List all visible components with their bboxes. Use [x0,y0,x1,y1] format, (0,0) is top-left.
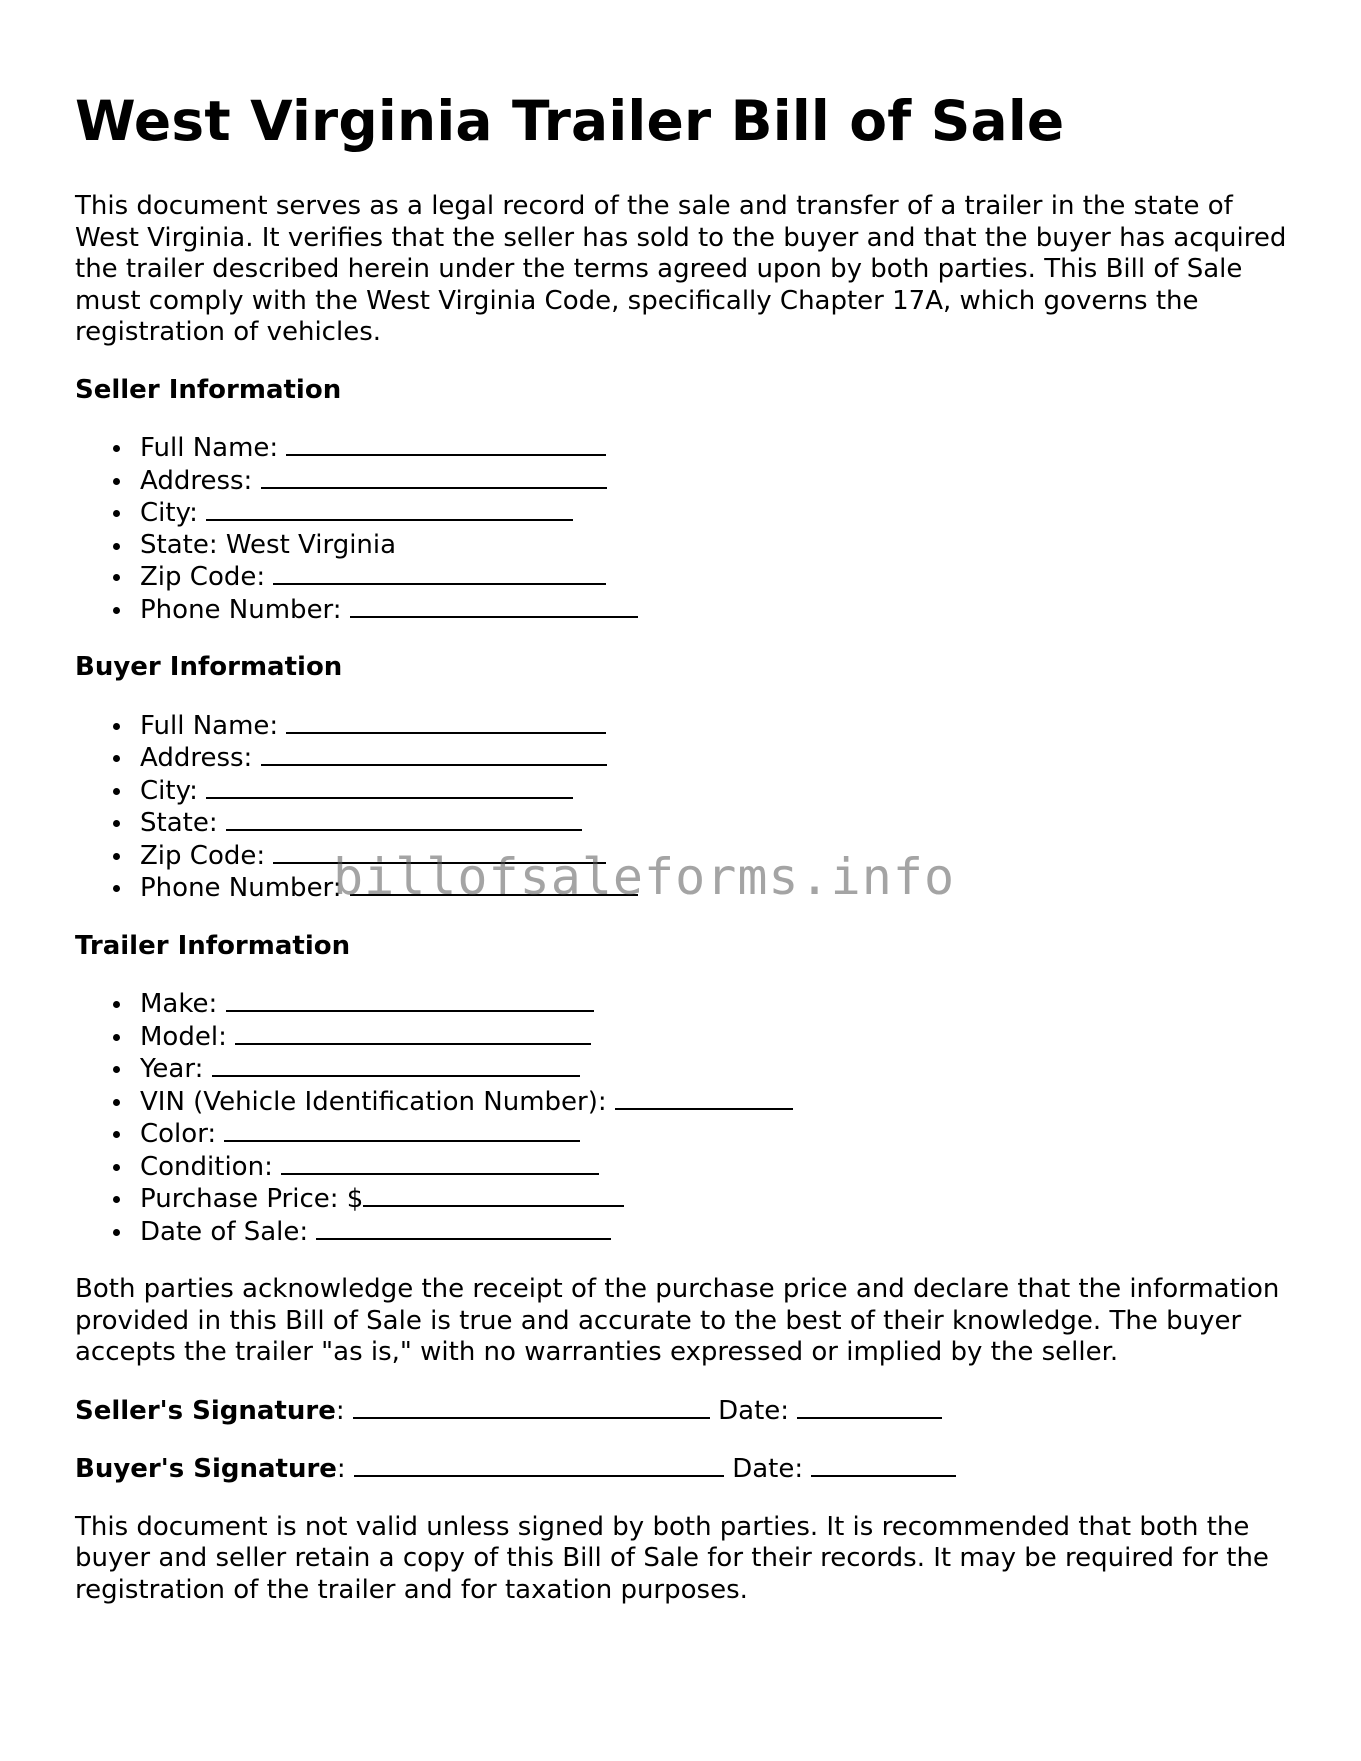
field-label: Purchase Price: $ [140,1184,364,1215]
seller-city-blank[interactable] [206,497,573,521]
footer-paragraph: This document is not valid unless signed by both parties. It is recommended that both the buyer and seller retain a copy of this Bill of Sale for their records. It may be required for the registration of the trailer and for taxation purposes. [75,1511,1269,1605]
buyer-full-name-field [140,710,1295,743]
seller-date-label: Date: [718,1395,790,1426]
field-label: Full Name: [140,710,279,741]
field-label: Model: [140,1021,227,1052]
buyer-signature-blank[interactable] [354,1453,724,1477]
field-label: Color: [140,1119,217,1150]
buyer-city-blank[interactable] [206,775,573,799]
watermark: billofsaleforms.info [333,848,956,906]
trailer-price-field [140,1183,1295,1216]
seller-section-heading: Seller Information [75,374,342,405]
intro-paragraph: This document serves as a legal record of the sale and transfer of a trailer in the state of West Virginia. It verifies that the seller has sold to the buyer and that the buyer has acquired the trailer described herein under the terms agreed upon by both parties. This Bill of Sale must comply with the West Virginia Code, specifically Chapter 17A, which governs the registration of vehicles. [75,191,1287,348]
buyer-address-field [140,742,1295,775]
field-label: Make: [140,989,218,1020]
field-label: VIN (Vehicle Identification Number): [140,1086,607,1117]
trailer-model-blank[interactable] [235,1021,591,1045]
field-label: Date of Sale: [140,1216,309,1247]
acknowledgment-paragraph: Both parties acknowledge the receipt of the purchase price and declare that the information provided in this Bill of Sale is true and accurate to the best of their knowledge. The buyer accepts the trailer "as is," with no warranties expressed or implied by the seller. [75,1274,1280,1368]
field-label: Address: [140,743,253,774]
trailer-vin-field [140,1086,1295,1119]
buyer-date-label: Date: [732,1454,804,1485]
field-label: Year: [140,1054,204,1085]
seller-address-blank[interactable] [261,465,607,489]
field-label: Zip Code: [140,562,266,593]
trailer-make-field [140,988,1295,1021]
seller-full-name-blank[interactable] [286,432,606,456]
trailer-model-field [140,1021,1295,1054]
field-label: Phone Number: [140,594,342,625]
trailer-condition-field [140,1151,1295,1184]
buyer-signature-label: Buyer's Signature [75,1454,337,1485]
trailer-date-field [140,1216,1295,1249]
seller-signature-label: Seller's Signature [75,1395,336,1426]
seller-zip-blank[interactable] [273,561,606,585]
seller-city-field [140,497,1295,530]
seller-full-name-field [140,432,1295,465]
seller-phone-blank[interactable] [350,594,638,618]
trailer-section-heading: Trailer Information [75,930,351,961]
seller-zip-field [140,561,1295,594]
field-label: City: [140,498,198,529]
buyer-state-blank[interactable] [226,807,582,831]
seller-field-list [75,432,1295,626]
trailer-field-list [75,988,1295,1248]
trailer-condition-blank[interactable] [281,1151,599,1175]
field-label: City: [140,775,198,806]
trailer-vin-blank[interactable] [615,1086,793,1110]
buyer-date-blank[interactable] [811,1453,956,1477]
seller-signature-line [75,1395,1295,1428]
field-label: Zip Code: [140,840,266,871]
field-label: Full Name: [140,433,279,464]
trailer-color-field [140,1118,1295,1151]
buyer-state-field [140,807,1295,840]
seller-date-blank[interactable] [797,1395,942,1419]
buyer-city-field [140,775,1295,808]
trailer-make-blank[interactable] [226,988,594,1012]
trailer-price-blank[interactable] [363,1183,624,1207]
buyer-address-blank[interactable] [261,742,607,766]
trailer-year-field [140,1053,1295,1086]
trailer-date-blank[interactable] [316,1216,611,1240]
field-label: State: West Virginia [140,529,397,560]
seller-signature-colon: : [335,1395,345,1426]
buyer-signature-colon: : [336,1454,346,1485]
trailer-year-blank[interactable] [212,1053,580,1077]
trailer-color-blank[interactable] [224,1118,580,1142]
seller-signature-blank[interactable] [353,1395,710,1419]
field-label: Phone Number: [140,873,342,904]
buyer-full-name-blank[interactable] [286,710,606,734]
seller-state-field [140,530,1295,562]
field-label: State: [140,808,218,839]
buyer-section-heading: Buyer Information [75,652,343,683]
seller-address-field [140,465,1295,498]
page-title: West Virginia Trailer Bill of Sale [75,89,1065,153]
field-label: Address: [140,465,253,496]
buyer-signature-line [75,1453,1295,1486]
field-label: Condition: [140,1151,273,1182]
seller-phone-field [140,594,1295,627]
